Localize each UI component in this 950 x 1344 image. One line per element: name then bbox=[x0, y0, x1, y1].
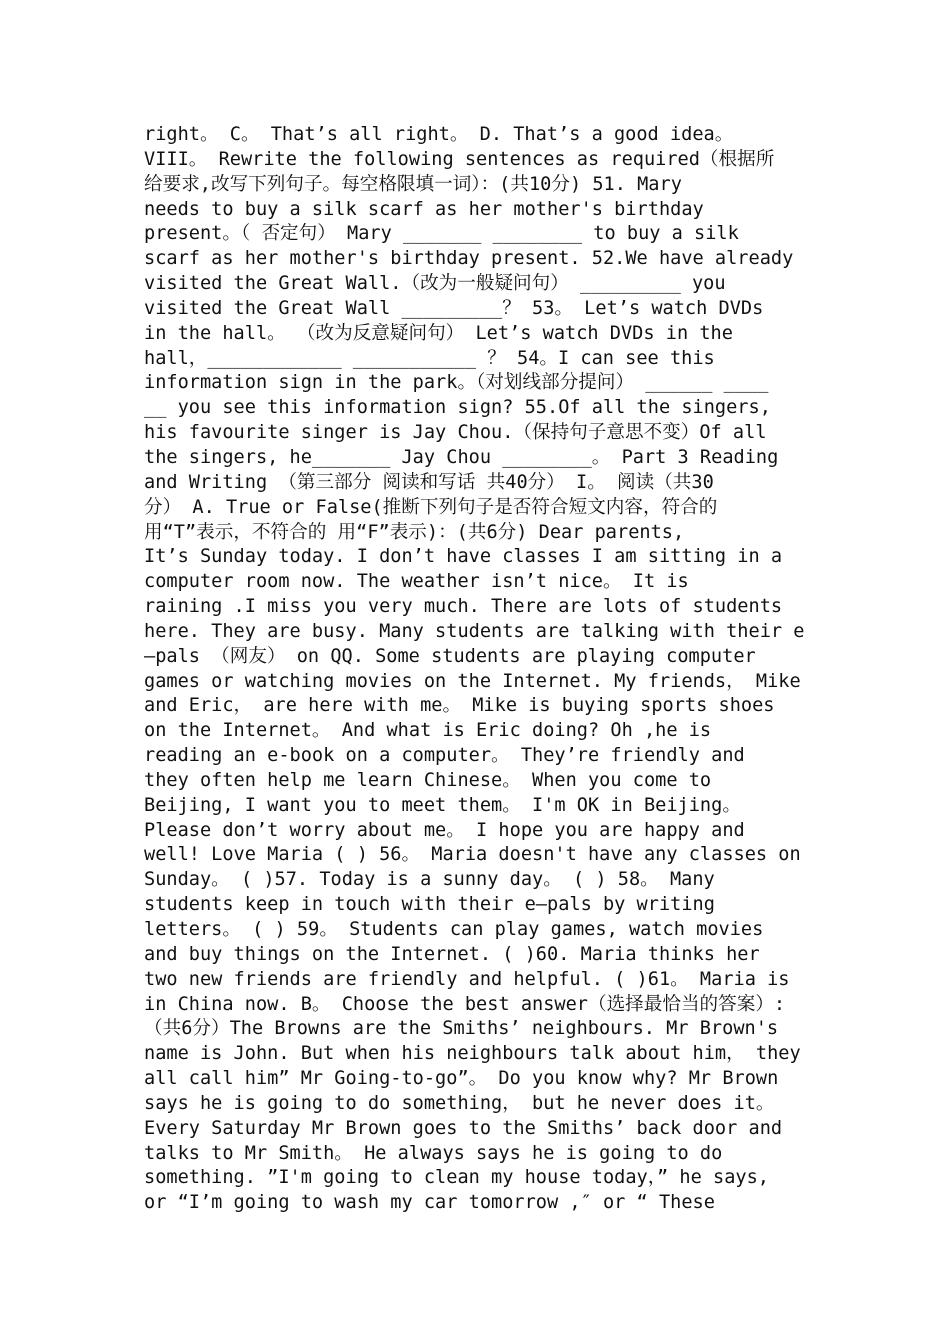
text-line: computer room now. The weather isn’t nice。 It is bbox=[144, 571, 689, 593]
document-page bbox=[144, 123, 812, 1216]
text-line: letters。 ( ) 59。 Students can play games, watch movies bbox=[144, 919, 764, 940]
text-line: his favourite singer is Jay Chou.（保持句子意思不变）Of all bbox=[144, 422, 767, 444]
text-line: 用“T”表示，不符合的 用“F”表示)：(共6分) Dear parents, bbox=[144, 521, 685, 543]
text-line: Please don’t worry about me。 I hope you are happy and bbox=[144, 819, 745, 841]
text-line: in the hall。 （改为反意疑问句） Let’s watch DVDs in the bbox=[144, 322, 733, 344]
text-line: 分） A. True or False(推断下列句子是否符合短文内容，符合的 bbox=[144, 496, 718, 518]
text-line: the singers, he_______ Jay Chou ________。 Part 3 Reading bbox=[144, 446, 779, 468]
text-line: raining .I miss you very much. There are lots of students bbox=[144, 596, 783, 618]
text-line: two new friends are friendly and helpful. ( )61。 Maria is bbox=[144, 968, 790, 990]
text-line: and Writing （第三部分 阅读和写话 共40分） I。 阅读（共30 bbox=[144, 471, 714, 493]
text-line: or “I’m going to wash my car tomorrow ,″ or “ These bbox=[144, 1192, 715, 1214]
text-line: visited the Great Wall _________？ 53。 Let’s watch DVDs bbox=[144, 297, 764, 319]
text-line: something. ”I'm going to clean my house today，” he says, bbox=[144, 1167, 769, 1189]
text-line: —pals （网友） on QQ. Some students are playing computer bbox=[144, 645, 756, 667]
text-line: information sign in the park。（对划线部分提问） ______ ____ bbox=[144, 372, 769, 394]
text-line: visited the Great Wall.（改为一般疑问句） _________ you bbox=[144, 273, 726, 295]
text-line: needs to buy a silk scarf as her mother's birthday bbox=[144, 198, 704, 220]
text-line: scarf as her mother's birthday present. 52.We have already bbox=[144, 248, 794, 270]
text-line: students keep in touch with their e—pals by writing bbox=[144, 894, 715, 916]
text-line: says he is going to do something， but he never does it。 bbox=[144, 1092, 775, 1114]
text-line: on the Internet。 And what is Eric doing? Oh ,he is bbox=[144, 720, 712, 742]
text-line: in China now. B。 Choose the best answer（选择最恰当的答案）: bbox=[144, 993, 786, 1015]
text-line: It’s Sunday today. I don’t have classes I am sitting in a bbox=[144, 546, 783, 568]
text-line: Every Saturday Mr Brown goes to the Smiths’ back door and bbox=[144, 1117, 783, 1139]
text-line: talks to Mr Smith。 He always says he is going to do bbox=[144, 1142, 723, 1164]
text-line: __ you see this information sign? 55.Of all the singers, bbox=[144, 397, 771, 419]
text-line: and buy things on the Internet. ( )60. Maria thinks her bbox=[144, 943, 760, 965]
text-line: and Eric， are here with me。 Mike is buying sports shoes bbox=[144, 695, 775, 717]
text-line: hall，____________ ___________ ？ 54。I can see this bbox=[144, 347, 715, 369]
text-line: name is John. But when his neighbours talk about him， they bbox=[144, 1043, 801, 1065]
text-line: VIII。 Rewrite the following sentences as required（根据所 bbox=[144, 148, 775, 170]
text-line: here. They are busy. Many students are talking with their e bbox=[144, 620, 805, 642]
text-line: present。（ 否定句） Mary _______ ________ to buy a silk bbox=[144, 223, 739, 245]
text-line: right。 C。 That’s all right。 D. That’s a good idea。 bbox=[144, 124, 734, 145]
text-line: Beijing, I want you to meet them。 I'm OK in Beijing。 bbox=[144, 794, 741, 816]
text-line: reading an e-book on a computer。 They’re friendly and bbox=[144, 745, 745, 767]
text-line: games or watching movies on the Internet. My friends， Mike bbox=[144, 670, 801, 692]
text-line: 给要求,改写下列句子。每空格限填一词）：(共10分) 51. Mary bbox=[144, 173, 682, 195]
text-line: all call him” Mr Going-to-go”。 Do you know why? Mr Brown bbox=[144, 1068, 779, 1090]
text-line: （共6分）The Browns are the Smiths’ neighbours. Mr Brown's bbox=[144, 1018, 779, 1040]
text-line: well! Love Maria ( ) 56。 Maria doesn't have any classes on bbox=[144, 844, 801, 866]
text-line: Sunday。 ( )57. Today is a sunny day。 ( ) 58。 Many bbox=[144, 869, 715, 891]
text-line: they often help me learn Chinese。 When you come to bbox=[144, 769, 712, 791]
